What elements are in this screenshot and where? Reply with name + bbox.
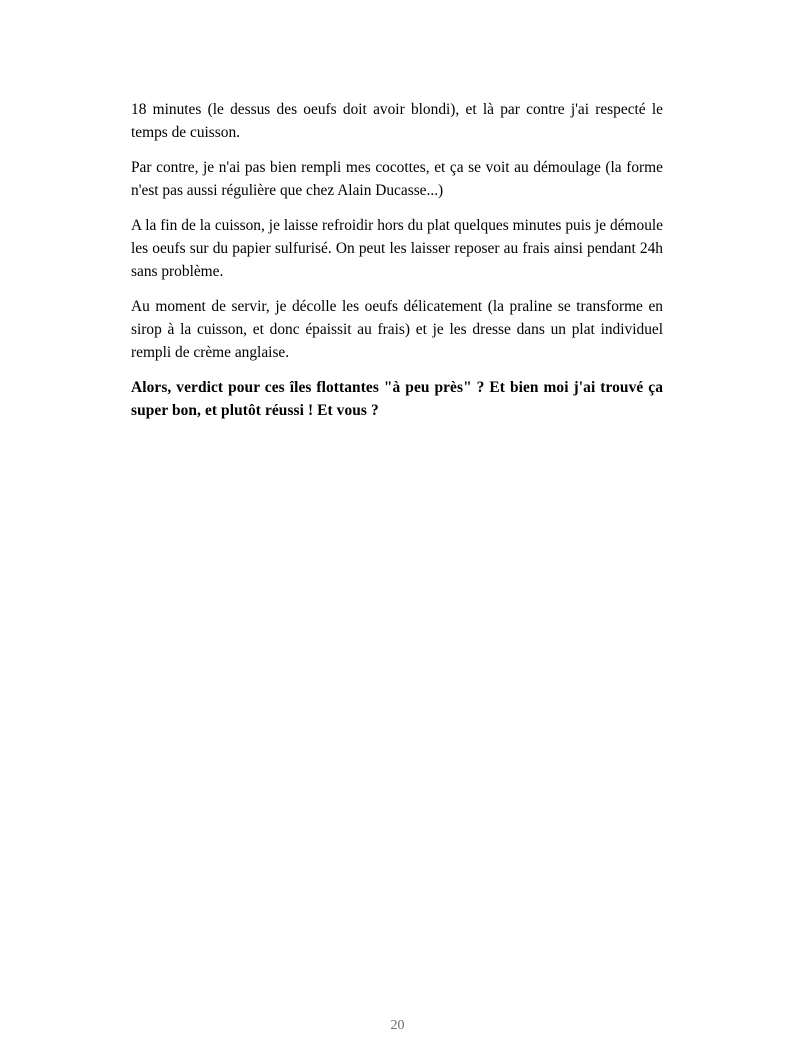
page-number: 20 [390,1018,405,1033]
page-body [131,98,663,434]
paragraph-serving: Au moment de servir, je décolle les oeufs délicatement (la praline se transforme en sirop à la cuisson, et donc épaissit au frais) et je les dresse dans un plat individuel rempli de crème anglaise. [131,298,663,361]
paragraph-demoulage: A la fin de la cuisson, je laisse refroidir hors du plat quelques minutes puis je démoule les oeufs sur du papier sulfurisé. On peut les laisser reposer au frais ainsi pendant 24h sans problème. [131,217,663,280]
paragraph-cocottes: Par contre, je n'ai pas bien rempli mes cocottes, et ça se voit au démoulage (la forme n'est pas aussi régulière que chez Alain Ducasse...) [131,159,663,199]
paragraph-cooking-time: 18 minutes (le dessus des oeufs doit avoir blondi), et là par contre j'ai respecté le temps de cuisson. [131,101,663,141]
paragraph-verdict: Alors, verdict pour ces îles flottantes "à peu près" ? Et bien moi j'ai trouvé ça super bon, et plutôt réussi ! Et vous ? [131,379,663,419]
